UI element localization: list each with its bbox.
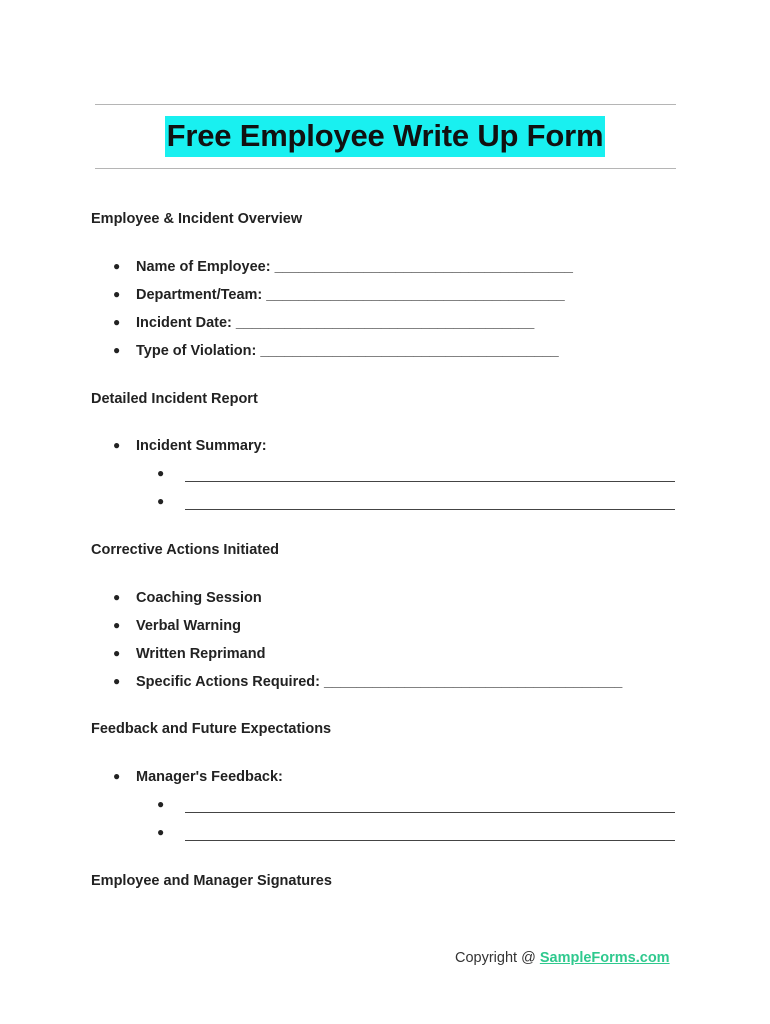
section-heading-signatures: Employee and Manager Signatures [91, 873, 332, 889]
blank-line[interactable] [185, 840, 675, 841]
bullet-icon: ● [113, 343, 121, 357]
blank-line[interactable] [185, 481, 675, 482]
bullet-icon: ● [113, 618, 121, 632]
list-item-coaching[interactable]: ● Coaching Session [113, 590, 262, 606]
list-item-incident-date[interactable]: ● Incident Date: _____________________________________ [113, 315, 535, 331]
bullet-icon: ● [113, 438, 121, 452]
bullet-icon: ● [113, 769, 121, 783]
form-title: Free Employee Write Up Form [165, 116, 606, 157]
list-item-incident-summary: ● Incident Summary: [113, 438, 267, 454]
feedback-line-2[interactable] [157, 825, 185, 845]
title-container [0, 116, 770, 157]
blank-line[interactable] [185, 812, 675, 813]
bullet-icon: ● [113, 259, 121, 273]
top-rule [95, 104, 676, 105]
bullet-icon: ● [113, 674, 121, 688]
bullet-icon: ● [113, 646, 121, 660]
section-heading-feedback: Feedback and Future Expectations [91, 721, 332, 737]
section-heading-corrective: Corrective Actions Initiated [91, 542, 280, 558]
list-item-manager-feedback: ● Manager's Feedback: [113, 769, 283, 785]
bullet-icon: ● [113, 315, 121, 329]
list-item-specific-actions[interactable]: ● Specific Actions Required: _____________________________________ [113, 674, 623, 690]
section-heading-overview: Employee & Incident Overview [91, 211, 303, 227]
bullet-icon: ● [157, 797, 165, 811]
list-item-written-reprimand[interactable]: ● Written Reprimand [113, 646, 266, 662]
feedback-line-1[interactable] [157, 797, 185, 817]
section-heading-report: Detailed Incident Report [91, 391, 258, 407]
title-bottom-rule [95, 168, 676, 169]
bullet-icon: ● [113, 287, 121, 301]
bullet-icon: ● [157, 466, 165, 480]
list-item-department[interactable]: ● Department/Team: _____________________________________ [113, 287, 565, 303]
copyright-footer [455, 950, 670, 966]
summary-line-2[interactable] [157, 494, 185, 514]
blank-line[interactable] [185, 509, 675, 510]
summary-line-1[interactable] [157, 466, 185, 486]
list-item-employee-name[interactable]: ● Name of Employee: _____________________________________ [113, 259, 573, 275]
brand-link[interactable]: SampleForms.com [539, 950, 670, 966]
bullet-icon: ● [157, 825, 165, 839]
list-item-violation-type[interactable]: ● Type of Violation: _____________________________________ [113, 343, 559, 359]
bullet-icon: ● [157, 494, 165, 508]
list-item-verbal-warning[interactable]: ● Verbal Warning [113, 618, 242, 634]
copyright-prefix: Copyright @ [455, 950, 540, 966]
bullet-icon: ● [113, 590, 121, 604]
